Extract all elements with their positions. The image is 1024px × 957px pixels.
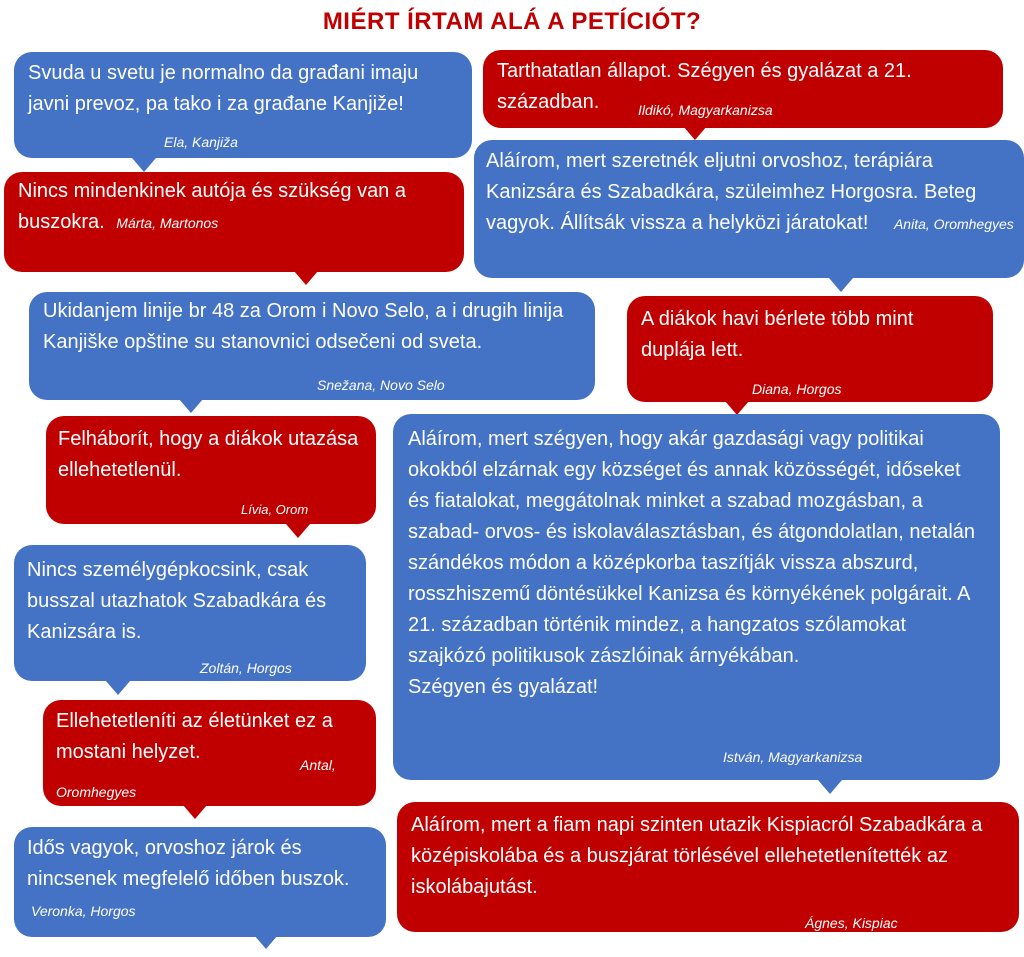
comment-text: Aláírom, mert szégyen, hogy akár gazdasági vagy politikai okokból elzárnak egy községet és annak közösségét, időseket és fiatalokat, meggátolnak minket a szabad mozgásban, a szabad- orvos- és iskolaválasztásban, és átgondolatlan, netalán szándékos módon a középkorba taszítják vissza abszurd, rosszhiszemű döntésükkel Kanizsa és környékének polgárait. A 21. században történik mindez, a hangzatos szólamokat szajkózó politikusok zászlóinak árnyékában.: [408, 428, 976, 667]
comment-text: Nincs mindenkinek autója és szükség van a buszokra.: [18, 180, 406, 233]
comment-author: Lívia, Orom: [241, 502, 309, 517]
comment-author: Antal, Oromhegyes: [56, 757, 336, 800]
comment-text: Ukidanjem linije br 48 za Orom i Novo Selo, a i drugih linija Kanjiške opštine su stanovnici odsečeni od sveta.: [43, 300, 564, 353]
comment-bubble-diana: [627, 296, 993, 402]
comment-author: Diana, Horgos: [752, 381, 842, 397]
comment-author: Márta, Martonos: [116, 215, 219, 231]
comment-bubble-livia: [46, 416, 376, 524]
comment-bubble-zoltan: [14, 545, 366, 681]
comment-text: Nincs személygépkocsink, csak busszal utazhatok Szabadkára és Kanizsára is.: [27, 559, 327, 643]
comment-bubble-ela: [14, 52, 472, 158]
page-title: MIÉRT ÍRTAM ALÁ A PETÍCIÓT?: [322, 8, 702, 35]
comment-bubble-veronka: [14, 827, 386, 937]
comment-text: Ellehetetleníti az életünket ez a mostani helyzet.: [56, 710, 333, 763]
comment-author: Zoltán, Horgos: [200, 660, 292, 676]
comment-author: István, Magyarkanizsa: [723, 749, 863, 765]
comment-bubble-ildiko: [483, 50, 1003, 128]
comment-text: A diákok havi bérlete több mint duplája lett.: [641, 308, 914, 361]
comment-bubble-marta: [4, 172, 464, 272]
comment-text-closing: Szégyen és gyalázat!: [408, 676, 599, 698]
comment-author: Ágnes, Kispiac: [805, 915, 898, 931]
comment-text: Aláírom, mert a fiam napi szinten utazik Kispiacról Szabadkára a középiskolába és a buszjárat törlésével ellehetetlenítették az iskolábajutást.: [411, 814, 983, 898]
comment-bubble-anita: [474, 140, 1024, 278]
comment-author: Anita, Oromhegyes: [893, 216, 1014, 232]
comment-author: Veronka, Horgos: [31, 903, 136, 919]
comment-text: Tarthatatlan állapot. Szégyen és gyalázat a 21. században.: [497, 60, 912, 113]
comment-bubble-snezana: [29, 292, 595, 400]
comment-text: Idős vagyok, orvoshoz járok és nincsenek megfelelő időben buszok.: [27, 837, 350, 890]
comment-author: Ela, Kanjiža: [164, 134, 238, 150]
comment-text: Felháborít, hogy a diákok utazása ellehetetlenül.: [58, 428, 359, 481]
comment-bubble-istvan: [393, 414, 1000, 780]
comment-author: Ildikó, Magyarkanizsa: [638, 102, 773, 118]
comment-author: Snežana, Novo Selo: [317, 377, 445, 393]
comment-text: Aláírom, mert szeretnék eljutni orvoshoz, terápiára Kanizsára és Szabadkára, szüleimhez Horgosra. Beteg vagyok. Állítsák vissza a helyközi járatokat!: [486, 150, 977, 234]
comment-bubble-antal: [43, 700, 376, 806]
comment-bubble-agnes: [397, 802, 1019, 932]
comment-text: Svuda u svetu je normalno da građani imaju javni prevoz, pa tako i za građane Kanjiže!: [28, 62, 419, 115]
